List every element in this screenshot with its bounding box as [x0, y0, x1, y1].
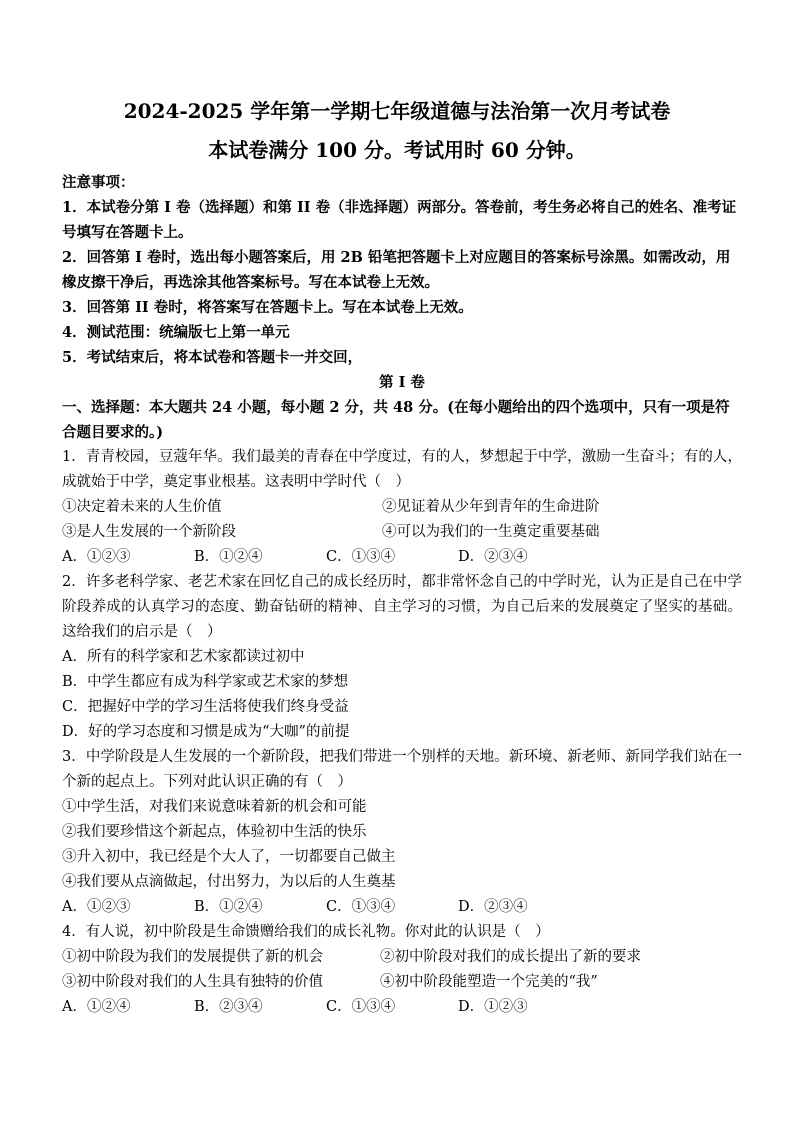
note-item-3: 3．回答第 II 卷时，将答案写在答题卡上。写在本试卷上无效。: [62, 299, 473, 316]
note-item-4: 4．测试范围：统编版七上第一单元: [62, 324, 290, 341]
statement: ②我们要珍惜这个新起点，体验初中生活的快乐: [62, 824, 367, 840]
statement: ②见证着从少年到青年的生命进阶: [382, 499, 600, 515]
statement: ③升入初中，我已经是个大人了，一切都要自己做主: [62, 849, 396, 865]
choice-d: D．②③④: [458, 549, 528, 565]
choice-b: B．②③④: [194, 999, 263, 1015]
statement: ④初中阶段能塑造一个完美的“我”: [380, 974, 598, 990]
volume-label: 第 I 卷: [379, 374, 425, 391]
choice-a: A．①②③: [62, 899, 131, 915]
choice-a: A．①②③: [62, 549, 131, 565]
question-3-stem: 3．中学阶段是人生发展的一个新阶段，把我们带进一个别样的天地。新环境、新老师、新同学我们站在一个新的起点上。下列对此认识正确的有（ ）: [62, 749, 742, 790]
choice-c: C．①③④: [326, 899, 396, 915]
question-2-option-c: C．把握好中学的学习生活将使我们终身受益: [62, 699, 349, 715]
question-4-statements-row-2: [62, 970, 742, 995]
statement: ①中学生活，对我们来说意味着新的机会和可能: [62, 799, 367, 815]
question-2-stem: 2．许多老科学家、老艺术家在回忆自己的成长经历时，都非常怀念自己的中学时光，认为正是自己在中学阶段养成的认真学习的态度、勤奋钻研的精神、自主学习的习惯，为自己后来的发展奠定了坚实的基础。这给我们的启示是（ ）: [62, 574, 742, 640]
question-4-choices: [62, 995, 742, 1020]
question-4-statements-row-1: [62, 945, 742, 970]
choice-c: C．①③④: [326, 549, 396, 565]
question-1-statements-row-2: [62, 520, 742, 545]
statement: ①初中阶段为我们的发展提供了新的机会: [62, 949, 323, 965]
choice-b: B．①②④: [194, 899, 263, 915]
question-2-option-a: A．所有的科学家和艺术家都读过初中: [62, 649, 305, 665]
question-1-stem: 1．青青校园，豆蔻年华。我们最美的青春在中学度过，有的人，梦想起于中学，激励一生奋斗；有的人，成就始于中学，奠定事业根基。这表明中学时代（ ）: [62, 449, 742, 490]
question-4-stem: 4．有人说，初中阶段是生命馈赠给我们的成长礼物。你对此的认识是（ ）: [62, 924, 550, 940]
question-1-choices: [62, 545, 742, 570]
choice-d: D．②③④: [458, 899, 528, 915]
statement: ③是人生发展的一个新阶段: [62, 524, 236, 540]
exam-subtitle: 本试卷满分 100 分。考试用时 60 分钟。: [208, 138, 586, 162]
question-3-choices: [62, 895, 742, 920]
choice-b: B．①②④: [194, 549, 263, 565]
notes-heading: 注意事项：: [62, 174, 135, 191]
choice-a: A．①②④: [62, 999, 131, 1015]
question-2-option-b: B．中学生都应有成为科学家或艺术家的梦想: [62, 674, 349, 690]
exam-content: [62, 170, 742, 1020]
statement: ④可以为我们的一生奠定重要基础: [382, 524, 600, 540]
statement: ③初中阶段对我们的人生具有独特的价值: [62, 974, 323, 990]
note-item-1: 1．本试卷分第 I 卷（选择题）和第 II 卷（非选择题）两部分。答卷前，考生务必将自己的姓名、准考证号填写在答题卡上。: [62, 199, 737, 241]
question-2-option-d: D．好的学习态度和习惯是成为“大咖”的前提: [62, 724, 350, 740]
statement: ④我们要从点滴做起，付出努力，为以后的人生奠基: [62, 874, 396, 890]
statement: ②初中阶段对我们的成长提出了新的要求: [380, 949, 641, 965]
note-item-5: 5．考试结束后，将本试卷和答题卡一并交回，: [62, 349, 363, 366]
choice-c: C．①③④: [326, 999, 396, 1015]
choice-d: D．①②③: [458, 999, 528, 1015]
note-item-2: 2．回答第 I 卷时，选出每小题答案后，用 2B 铅笔把答题卡上对应题目的答案标号涂黑。如需改动，用橡皮擦干净后，再选涂其他答案标号。写在本试卷上无效。: [62, 249, 731, 291]
question-1-statements-row-1: [62, 495, 742, 520]
section-heading: 一、选择题：本大题共 24 小题，每小题 2 分，共 48 分。(在每小题给出的四个选项中，只有一项是符合题目要求的。): [62, 399, 730, 441]
exam-title: 2024-2025 学年第一学期七年级道德与法治第一次月考试卷: [123, 99, 671, 123]
statement: ①决定着未来的人生价值: [62, 499, 222, 515]
